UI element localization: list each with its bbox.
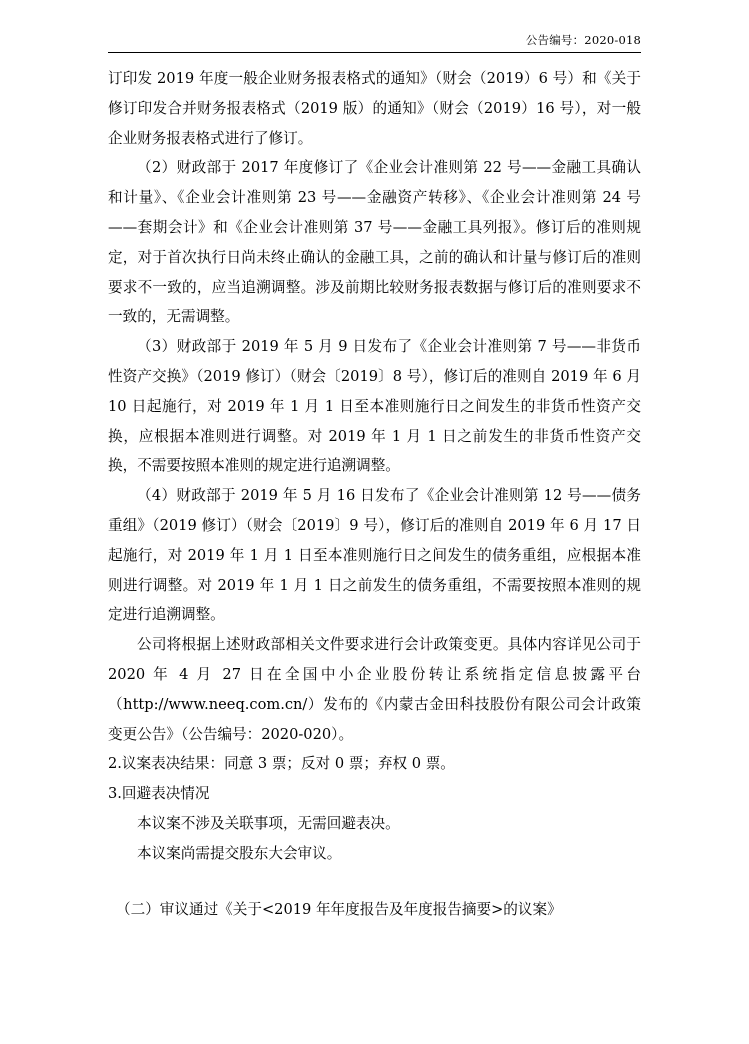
- recusal-line: 本议案不涉及关联事项，无需回避表决。: [137, 814, 400, 832]
- paragraph-nonmonetary-exchange: （3）财政部于 2019 年 5 月 9 日发布了《企业会计准则第 7 号——非货币性资产交换》（2019 修订）（财会〔2019〕8 号），修订后的准则自 2019 年 6 月 10 日起施行，对 2019 年 1 月 1 日至本准则施行日之间发生的非货币性资产交换，应根据本准则进行调整。对 2019 年 1 月 1 日之前发生的非货币性资产交换，不需要按照本准则的规定进行追溯调整。: [108, 338, 641, 475]
- paragraph-policy-change: 公司将根据上述财政部相关文件要求进行会计政策变更。具体内容详见公司于 2020 年 4 月 27 日在全国中小企业股份转让系统指定信息披露平台（http://www.neeq.com.cn/）发布的《内蒙古金田科技股份有限公司会计政策变更公告》（公告编号：2020-020）。: [108, 636, 641, 743]
- recusal-heading: 3.回避表决情况: [108, 785, 210, 803]
- vote-result: 2.议案表决结果：同意 3 票；反对 0 票；弃权 0 票。: [108, 755, 455, 773]
- paragraph-format-notice: 订印发 2019 年度一般企业财务报表格式的通知》（财会（2019）6 号）和《关于修订印发合并财务报表格式（2019 版）的通知》（财会（2019）16 号），对一般企业财务报表格式进行了修订。: [108, 70, 641, 147]
- paragraph-financial-instruments: （2）财政部于 2017 年度修订了《企业会计准则第 22 号——金融工具确认和计量》、《企业会计准则第 23 号——金融资产转移》、《企业会计准则第 24 号——套期会计》和《企业会计准则第 37 号——金融工具列报》。修订后的准则规定，对于首次执行日尚未终止确认的金融工具，之前的确认和计量与修订后的准则要求不一致的，应当追溯调整。涉及前期比较财务报表数据与修订后的准则要求不一致的，无需调整。: [108, 159, 641, 326]
- paragraph-debt-restructuring: （4）财政部于 2019 年 5 月 16 日发布了《企业会计准则第 12 号——债务重组》（2019 修订）（财会〔2019〕9 号），修订后的准则自 2019 年 6 月 17 日起施行，对 2019 年 1 月 1 日至本准则施行日之间发生的债务重组，应根据本准则进行调整。对 2019 年 1 月 1 日之前发生的债务重组，不需要按照本准则的规定进行追溯调整。: [108, 487, 641, 624]
- page-header: [108, 30, 641, 53]
- announcement-code: 公告编号：2020-018: [525, 33, 641, 47]
- document-body: [108, 64, 641, 924]
- shareholder-meeting-line: 本议案尚需提交股东大会审议。: [137, 844, 342, 862]
- spacer: [108, 869, 641, 895]
- section-heading: （二）审议通过《关于<2019 年年度报告及年度报告摘要>的议案》: [116, 900, 562, 918]
